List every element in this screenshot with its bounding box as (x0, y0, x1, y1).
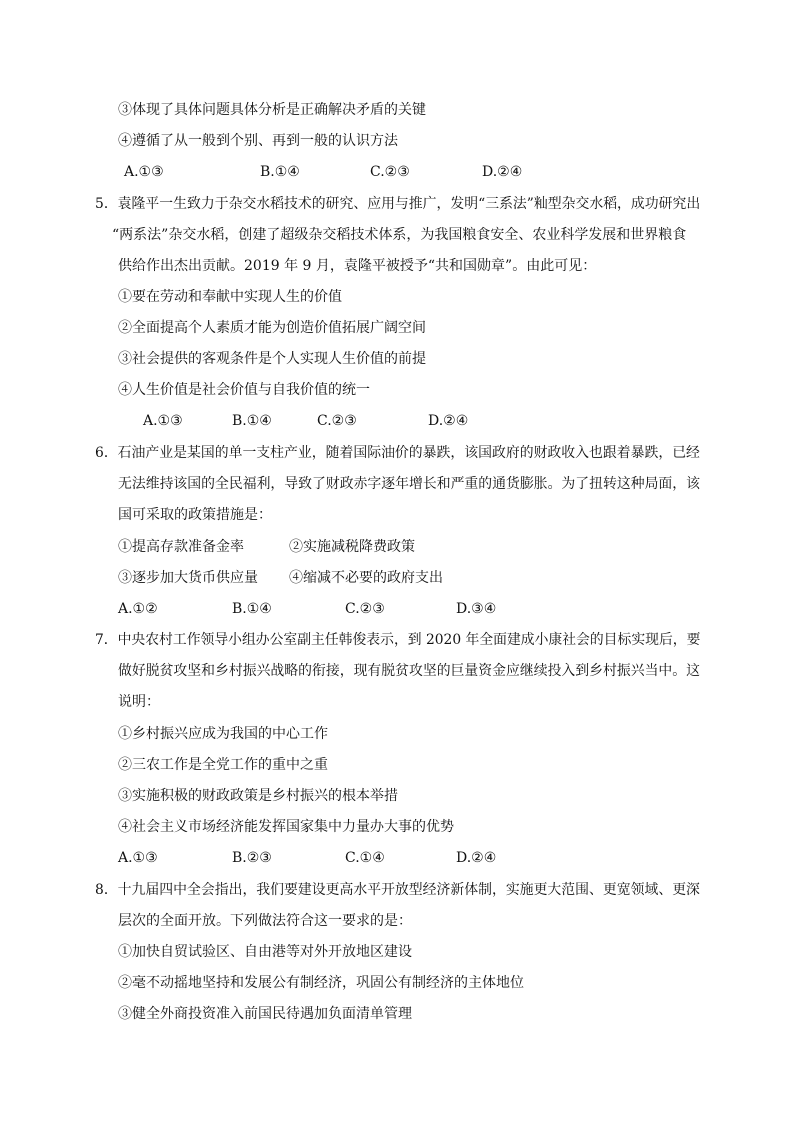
q4-option-c: C.②③ (370, 164, 410, 180)
q4-option-d: D.②④ (482, 164, 523, 180)
q7-statement-1: ①乡村振兴应成为我国的中心工作 (118, 726, 328, 742)
q6-statement-1: ①提高存款准备金率 (118, 539, 244, 555)
q5-option-c: C.②③ (317, 413, 357, 429)
q6-option-a: A.①② (118, 601, 158, 617)
q4-option-a: A.①③ (124, 164, 164, 180)
q5-statement-2: ②全面提高个人素质才能为创造价值拓展广阔空间 (118, 320, 426, 336)
q7-option-d: D.②④ (456, 850, 497, 866)
q6-statement-3: ③逐步加大货币供应量 (118, 570, 258, 586)
q6-option-c: C.②③ (345, 601, 385, 617)
q4-option-b: B.①④ (260, 164, 300, 180)
q6-stem-line-2: 无法维持该国的全民福利，导致了财政赤字逐年增长和严重的通货膨胀。为了扭转这种局面，该 (118, 476, 701, 492)
q7-stem-line-1: 7．中央农村工作领导小组办公室副主任韩俊表示，到 2020 年全面建成小康社会的目标实现后，要 (95, 632, 701, 648)
q8-statement-3: ③健全外商投资准入前国民待遇加负面清单管理 (118, 1006, 412, 1022)
q5-stem-line-3: 供给作出杰出贡献。2019 年 9 月，袁隆平被授予“共和国勋章”。由此可见： (118, 258, 597, 274)
q5-statement-1: ①要在劳动和奉献中实现人生的价值 (118, 289, 342, 305)
q5-statement-4: ④人生价值是社会价值与自我价值的统一 (118, 382, 370, 398)
q6-option-b: B.①④ (232, 601, 272, 617)
q5-stem-line-1: 5．袁隆平一生致力于杂交水稻技术的研究、应用与推广，发明“三系法”籼型杂交水稻，成功研究出 (95, 196, 701, 212)
q5-option-a: A.①③ (143, 413, 183, 429)
q7-option-b: B.②③ (232, 850, 272, 866)
q6-stem-line-3: 国可采取的政策措施是： (118, 507, 272, 523)
q6-option-d: D.③④ (456, 601, 497, 617)
q7-stem-line-3: 说明： (118, 694, 160, 710)
q7-option-a: A.①③ (118, 850, 158, 866)
q4-statement-3: ③体现了具体问题具体分析是正确解决矛盾的关键 (118, 102, 426, 118)
q6-statement-4: ④缩减不必要的政府支出 (289, 570, 443, 586)
q8-stem-line-1: 8．十九届四中全会指出，我们要建设更高水平开放型经济新体制，实施更大范围、更宽领域、更深 (95, 882, 700, 898)
q8-statement-1: ①加快自贸试验区、自由港等对外开放地区建设 (118, 944, 412, 960)
q7-statement-4: ④社会主义市场经济能发挥国家集中力量办大事的优势 (118, 819, 454, 835)
q5-option-d: D.②④ (428, 413, 469, 429)
q7-statement-2: ②三农工作是全党工作的重中之重 (118, 757, 328, 773)
q4-statement-4: ④遵循了从一般到个别、再到一般的认识方法 (118, 133, 398, 149)
q5-option-b: B.①④ (232, 413, 272, 429)
q7-stem-line-2: 做好脱贫攻坚和乡村振兴战略的衔接，现有脱贫攻坚的巨量资金应继续投入到乡村振兴当中。这 (118, 663, 701, 679)
q5-statement-3: ③社会提供的客观条件是个人实现人生价值的前提 (118, 351, 426, 367)
q7-statement-3: ③实施积极的财政政策是乡村振兴的根本举措 (118, 788, 398, 804)
q5-stem-line-2: “两系法”杂交水稻，创建了超级杂交稻技术体系，为我国粮食安全、农业科学发展和世界粮食 (112, 227, 687, 243)
q6-stem-line-1: 6．石油产业是某国的单一支柱产业，随着国际油价的暴跌，该国政府的财政收入也跟着暴跌，已经 (95, 445, 700, 461)
q6-statement-2: ②实施减税降费政策 (289, 539, 415, 555)
q8-stem-line-2: 层次的全面开放。下列做法符合这一要求的是： (118, 913, 412, 929)
q7-option-c: C.①④ (345, 850, 385, 866)
q8-statement-2: ②毫不动摇地坚持和发展公有制经济，巩固公有制经济的主体地位 (118, 975, 524, 991)
